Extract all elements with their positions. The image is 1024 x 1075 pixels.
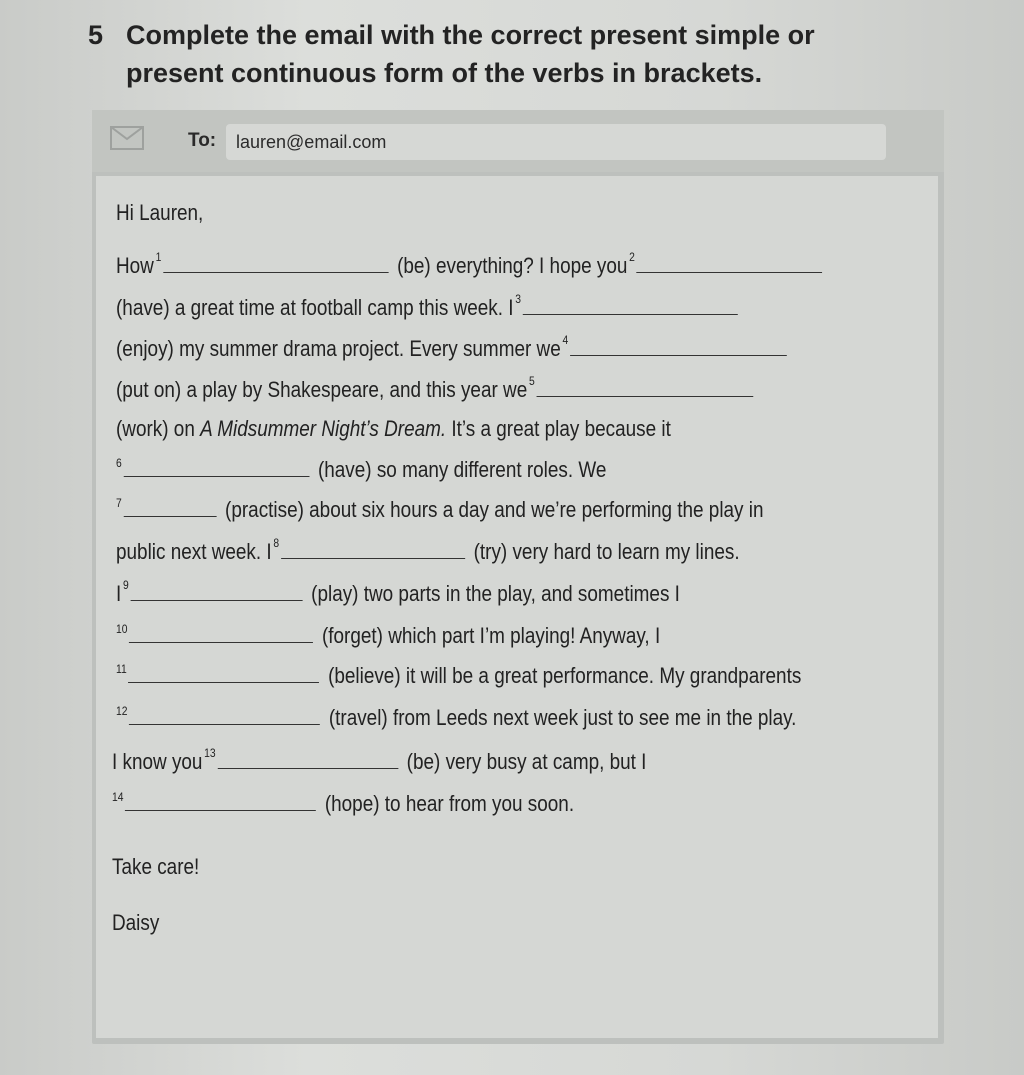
- email-line-3: (enjoy) my summer drama project. Every summer we $^4$: [116, 335, 790, 362]
- to-field[interactable]: [226, 124, 886, 160]
- gap-12[interactable]: [129, 704, 320, 725]
- email-body: [96, 176, 938, 1038]
- exercise-number: 5: [88, 20, 104, 50]
- email-line-4: (put on) a play by Shakespeare, and this year we $^5$: [116, 376, 757, 403]
- gap-14[interactable]: [125, 790, 316, 811]
- email-line-2: (have) a great time at football camp this week. I $^3$: [116, 294, 741, 321]
- email-line-13: I know you $^{13}$ (be) very busy at camp, but I: [112, 746, 647, 774]
- email-line-6: $^6$ (have) so many different roles. We: [116, 456, 607, 482]
- email-line-14: $^{14}$ (hope) to hear from you soon.: [112, 790, 575, 816]
- email-line-9: I $^9$ (play) two parts in the play, and sometimes I: [116, 578, 680, 606]
- email-header: [92, 110, 944, 172]
- to-label: To:: [188, 130, 217, 151]
- exercise-instruction: Complete the email with the correct present simple or present continuous form of the verbs in brackets.: [126, 20, 815, 88]
- gap-3[interactable]: [523, 294, 738, 315]
- email-line-5: (work) on A Midsummer Night’s Dream. It’s a great play because it: [116, 416, 671, 441]
- gap-1[interactable]: [163, 252, 388, 273]
- email-card: [92, 110, 944, 1044]
- email-line-11: $^{11}$ (believe) it will be a great performance. My grandparents: [116, 662, 802, 688]
- email-line-1: How $^1$ (be) everything? I hope you $^2$: [116, 252, 826, 279]
- gap-11[interactable]: [128, 662, 319, 683]
- gap-8[interactable]: [281, 538, 465, 559]
- gap-6[interactable]: [123, 456, 309, 477]
- greeting: Hi Lauren,: [116, 200, 204, 225]
- gap-7[interactable]: [123, 496, 216, 517]
- gap-10[interactable]: [129, 622, 313, 643]
- email-line-7: $^7$ (practise) about six hours a day and we’re performing the play in: [116, 496, 764, 522]
- email-line-12: $^{12}$ (travel) from Leeds next week just to see me in the play.: [116, 704, 797, 730]
- envelope-icon: [110, 126, 144, 150]
- gap-5[interactable]: [536, 376, 753, 397]
- closing: Take care!: [112, 854, 200, 879]
- signature: Daisy: [112, 910, 160, 935]
- gap-9[interactable]: [130, 580, 302, 601]
- email-line-8: public next week. I $^8$ (try) very hard to learn my lines.: [116, 536, 740, 564]
- gap-13[interactable]: [217, 748, 398, 769]
- email-line-10: $^{10}$ (forget) which part I’m playing! Anyway, I: [116, 622, 661, 648]
- to-value: lauren@email.com: [236, 132, 387, 152]
- gap-4[interactable]: [570, 335, 787, 356]
- gap-2[interactable]: [637, 252, 823, 273]
